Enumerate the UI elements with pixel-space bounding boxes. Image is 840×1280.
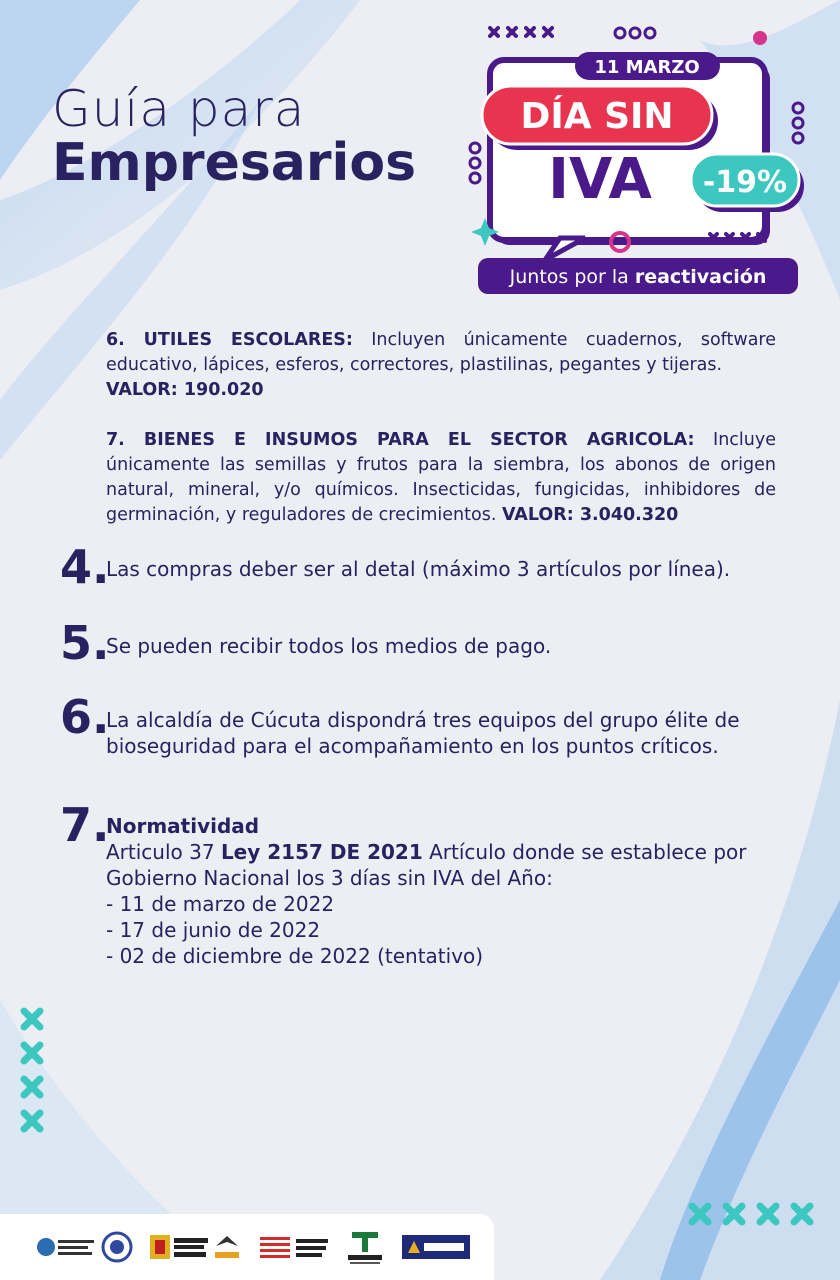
item-text: La alcaldía de Cúcuta dispondrá tres equipos del grupo élite de bioseguridad para el acompañamiento en los puntos críticos. [106,708,740,758]
logo-gobernacion [36,1228,96,1266]
item-number: 7. [60,798,110,852]
date-item: - 17 de junio de 2022 [106,918,321,942]
logo-seal [100,1228,134,1266]
logo-todos [212,1228,242,1266]
x-marks-left-icon [18,1005,48,1145]
section-value: VALOR: 3.040.320 [501,505,679,525]
iva-text: IVA [548,147,652,212]
logo-camara-comercio [258,1228,332,1266]
tagline-text: Juntos por la reactivación [509,266,767,288]
item-number: 5. [60,616,110,670]
item-text: Las compras deber ser al detal (máximo 3 artículos por línea). [106,557,731,581]
dots-left-icon [470,143,480,183]
dots-top-icon [615,28,655,38]
section-text: Incluye únicamente las semillas y frutos para la siembra, los abonos de origen natural, mineral, y/o químicos. Insecticidas, fungicidas, inhibidores de germinación, y reguladores de crecimientos. [106,430,776,525]
normatividad-text-c: Artículo donde se establece por Gobierno Nacional los 3 días sin IVA del Año: [106,840,747,890]
x-marks-top-icon [490,28,552,36]
dia-sin-text: DÍA SIN [520,96,674,137]
footer-logos [0,1214,494,1280]
date-item: - 11 de marzo de 2022 [106,892,335,916]
section-text: Incluyen únicamente cuadernos, software educativo, lápices, esferos, correctores, plastilinas, pegantes y tijeras. [106,330,776,375]
pink-dot-icon [753,31,767,45]
section-heading: 7. BIENES E INSUMOS PARA EL SECTOR AGRICOLA: [106,430,695,450]
discount-text: -19% [702,165,788,200]
logo-acopi [402,1228,470,1266]
normatividad-text-a: Articulo 37 [106,840,221,864]
item-text: Se pueden recibir todos los medios de pago. [106,634,552,658]
logo-fenalco [342,1228,388,1266]
date-text: 11 MARZO [594,57,700,78]
dia-sin-iva-badge [460,20,810,300]
normatividad-heading: Normatividad [106,814,260,838]
page-title-line2: Empresarios [52,133,417,193]
page-title-line1: Guía para [52,80,306,138]
logo-alcaldia [150,1228,210,1266]
item-number: 4. [60,540,110,594]
section-bienes-agricolas [106,428,776,528]
section-heading: 6. UTILES ESCOLARES: [106,330,353,350]
section-utiles-escolares [106,328,776,403]
x-marks-bottom-right-icon [686,1198,826,1234]
dots-right-icon [793,103,803,143]
ley-reference: Ley 2157 DE 2021 [220,840,423,864]
section-value: VALOR: 190.020 [106,380,264,400]
normatividad-block [106,813,806,969]
item-number: 6. [60,690,110,744]
date-item: - 02 de diciembre de 2022 (tentativo) [106,944,484,968]
